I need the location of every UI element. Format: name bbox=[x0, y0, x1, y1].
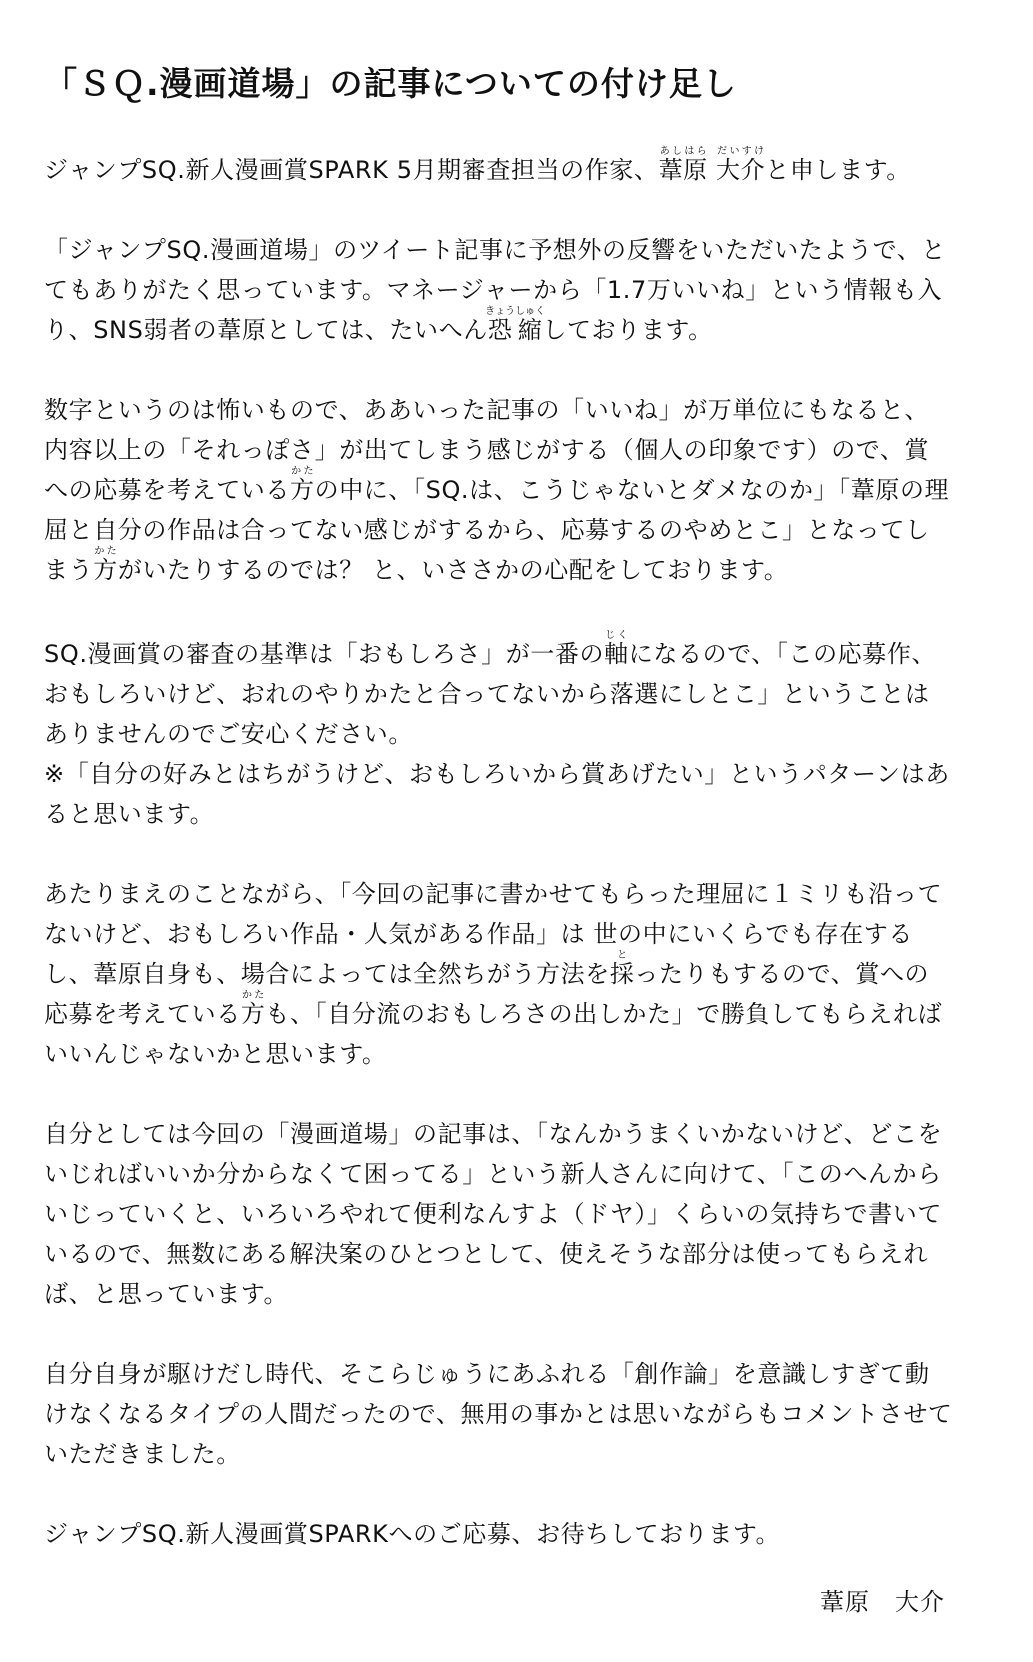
ruby-text-daisuke: だいすけ bbox=[716, 146, 766, 157]
name-daisuke: 大介 bbox=[716, 156, 766, 184]
ruby-text-kata-3: かた bbox=[240, 990, 266, 1001]
author-signature: 葦原 大介 bbox=[820, 1588, 945, 1616]
intro-text-a: ジャンプSQ.新人漫画賞SPARK 5月期審査担当の作家、 bbox=[44, 156, 659, 184]
method-text-c: も、「自分流のおもしろさの出しかた」で勝負してもらえればいいんじゃないかと思います。 bbox=[44, 1000, 943, 1068]
ruby-kata-2 bbox=[93, 546, 118, 584]
word-kyoushuku: 恐縮 bbox=[485, 316, 546, 344]
ruby-kata-3 bbox=[240, 990, 266, 1028]
ruby-text-kata-2: かた bbox=[93, 546, 118, 557]
ruby-text-kata-1: かた bbox=[290, 466, 315, 477]
ruby-text-ashihara: あしはら bbox=[658, 146, 708, 157]
name-ashihara: 葦原 bbox=[658, 156, 708, 184]
paragraph-intent: 自分としては今回の「漫画道場」の記事は、「なんかうまくいかないけど、どこをいじればいいか分からなくて困ってる」という新人さんに向けて、「このへんからいじっていくと、いろいろやれて便利なんすよ（ドヤ）」くらいの気持ちで書いているので、無数にある解決案のひとつとして、使えそうな部分は使ってもらえれば、と思っています。 bbox=[44, 1120, 943, 1308]
paragraph-concern bbox=[44, 390, 953, 590]
ruby-jiku bbox=[604, 630, 629, 668]
criteria-text-a: SQ.漫画賞の審査の基準は「おもしろさ」が一番の bbox=[44, 640, 605, 668]
intro-text-b: と申します。 bbox=[765, 156, 911, 184]
ruby-daisuke bbox=[716, 146, 766, 184]
paragraph-introduction bbox=[44, 146, 953, 190]
ruby-text-jiku: じく bbox=[604, 630, 629, 641]
word-kata-2: 方 bbox=[93, 556, 118, 584]
ruby-to bbox=[609, 950, 635, 988]
paragraph-note: ※「自分の好みとはちがうけど、おもしろいから賞あげたい」というパターンはあると思います。 bbox=[44, 760, 950, 828]
method-text-b: ったりもするので、賞への応募を考えている bbox=[44, 960, 930, 1028]
reaction-text-a: 「ジャンプSQ.漫画道場」のツイート記事に予想外の反響をいただいたようで、とてもありがたく思っています。マネージャーから「1.7万いいね」という情報も入り、SNS弱者の葦原としては、たいへん bbox=[44, 236, 946, 344]
word-to: 採 bbox=[609, 960, 635, 988]
concern-text-c: がいたりするのでは？ と、いささかの心配をしております。 bbox=[117, 556, 789, 584]
concern-text-b: の中に、「SQ.は、こうじゃないとダメなのか」「葦原の理屈と自分の作品は合ってない感じがするから、応募するのやめとこ」となってしまう bbox=[44, 476, 950, 584]
paragraph-background: 自分自身が駆けだし時代、そこらじゅうにあふれる「創作論」を意識しすぎて動けなくなるタイプの人間だったので、無用の事かとは思いながらもコメントさせていただきました。 bbox=[44, 1360, 953, 1468]
reaction-text-b: しております。 bbox=[542, 316, 713, 344]
paragraph-closing: ジャンプSQ.新人漫画賞SPARKへのご応募、お待ちしております。 bbox=[44, 1520, 781, 1548]
method-text-a: あたりまえのことながら、「今回の記事に書かせてもらった理屈に１ミリも沿ってないけど、おもしろい作品・人気がある作品」は 世の中にいくらでも存在するし、葦原自身も、場合によっては全然ちがう方法を bbox=[44, 880, 943, 988]
criteria-text-b: になるので、「この応募作、おもしろいけど、おれのやりかたと合ってないから落選にしとこ」ということはありませんのでご安心ください。 bbox=[44, 640, 937, 748]
ruby-ashihara bbox=[658, 146, 708, 184]
word-jiku: 軸 bbox=[604, 640, 629, 668]
paragraph-criteria bbox=[44, 630, 953, 754]
ruby-kata-1 bbox=[290, 466, 315, 504]
paragraph-reaction bbox=[44, 230, 953, 350]
word-kata-1: 方 bbox=[290, 476, 315, 504]
concern-text-a: 数字というのは怖いもので、ああいった記事の「いいね」が万単位にもなると、内容以上の「それっぽさ」が出てしまう感じがする（個人の印象です）ので、賞への応募を考えている bbox=[44, 396, 930, 504]
ruby-text-kyoushuku: きょうしゅく bbox=[485, 306, 546, 317]
ruby-kyoushuku bbox=[485, 306, 546, 344]
word-kata-3: 方 bbox=[240, 1000, 266, 1028]
ruby-text-to: と bbox=[609, 950, 635, 961]
document-title: 「ＳＱ.漫画道場」の記事についての付け足し bbox=[44, 64, 737, 103]
paragraph-own-method bbox=[44, 874, 953, 1074]
